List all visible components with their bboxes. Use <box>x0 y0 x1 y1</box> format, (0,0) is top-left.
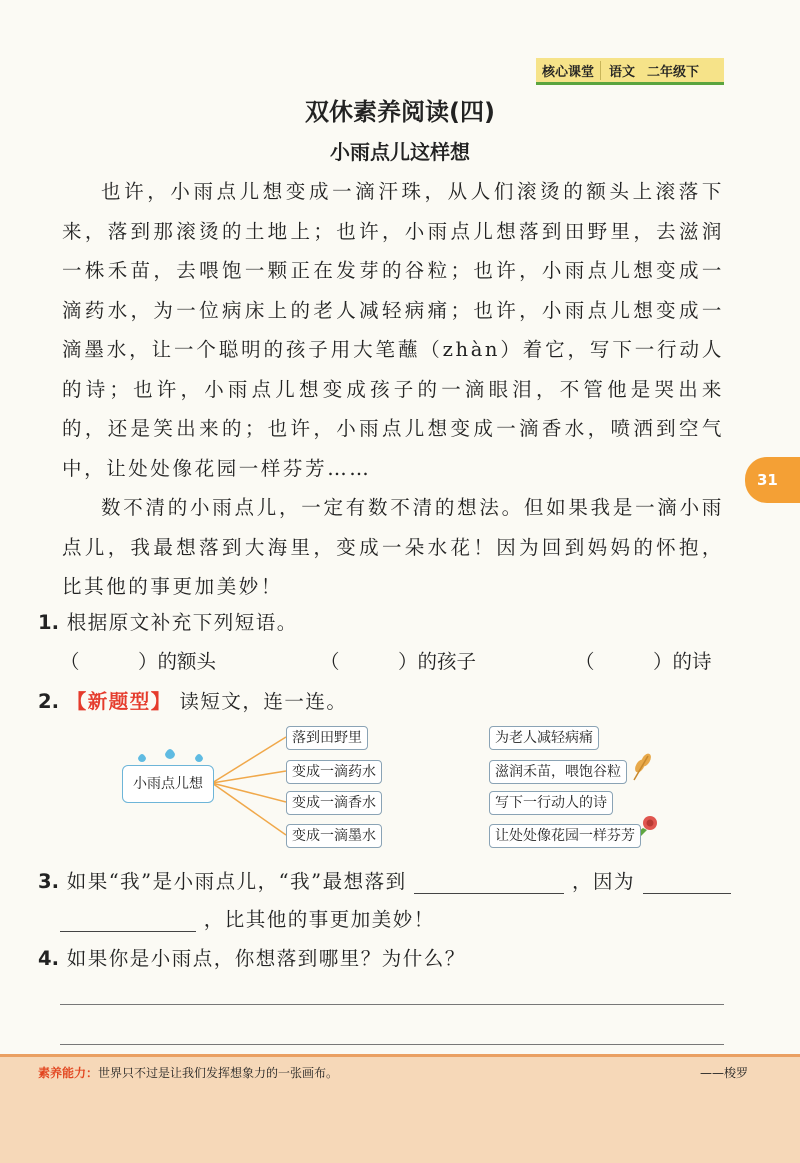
right-option-2[interactable]: 滋润禾苗，喂饱谷粒 <box>489 760 627 784</box>
footer-quote <box>38 1064 338 1081</box>
header-tag <box>536 58 724 85</box>
question-text-b: ，因为 <box>571 870 635 893</box>
question-text: 如果你是小雨点，你想落到哪里？为什么？ <box>66 947 466 970</box>
connector-line <box>212 783 286 802</box>
question-text-a: 如果“我”是小雨点儿，“我”最想落到 <box>66 870 407 893</box>
answer-line[interactable] <box>60 1004 724 1005</box>
grade-label: 二年级下 <box>647 64 700 80</box>
answer-blank-place[interactable] <box>414 871 564 894</box>
question-3 <box>38 866 731 894</box>
left-option-2[interactable]: 变成一滴药水 <box>286 760 382 784</box>
question-number: 2. <box>38 690 59 713</box>
center-box: 小雨点儿想 <box>122 765 214 803</box>
question-number: 4. <box>38 947 59 970</box>
connector-line <box>212 783 286 835</box>
question-3-line-2 <box>60 904 435 932</box>
footer-divider <box>0 1054 800 1057</box>
series-label: 核心课堂 <box>536 61 601 80</box>
answer-line[interactable] <box>60 1044 724 1045</box>
answer-blank-reason-1[interactable] <box>643 871 731 894</box>
story-title: 小雨点儿这样想 <box>330 140 470 164</box>
passage <box>62 172 724 607</box>
blank-phrase-forehead[interactable]: （ ）的额头 <box>60 650 217 673</box>
right-option-3[interactable]: 写下一行动人的诗 <box>489 791 613 815</box>
page-title: 双休素养阅读(四) <box>305 98 495 126</box>
new-type-badge: 【新题型】 <box>66 690 172 713</box>
question-number: 1. <box>38 611 59 634</box>
question-text: 根据原文补充下列短语。 <box>66 611 298 634</box>
rose-icon <box>639 816 657 836</box>
right-option-1[interactable]: 为老人减轻病痛 <box>489 726 599 750</box>
left-option-1[interactable]: 落到田野里 <box>286 726 368 750</box>
right-option-4[interactable]: 让处处像花园一样芬芳 <box>489 824 641 848</box>
question-1 <box>38 607 298 635</box>
left-option-4[interactable]: 变成一滴墨水 <box>286 824 382 848</box>
question-2 <box>38 686 347 714</box>
raindrop-decoration <box>138 749 203 762</box>
answer-blank-reason-2[interactable] <box>60 909 196 932</box>
question-4 <box>38 943 466 971</box>
quote-text: 世界只不过是让我们发挥想象力的一张画布。 <box>98 1066 339 1080</box>
blank-phrase-child[interactable]: （ ）的孩子 <box>320 650 477 673</box>
question-text-c: ，比其他的事更加美妙！ <box>203 908 435 931</box>
blank-phrase-poem[interactable]: （ ）的诗 <box>575 650 712 673</box>
question-number: 3. <box>38 870 59 893</box>
connector-line <box>212 771 286 783</box>
footer-label: 素养能力： <box>38 1066 99 1080</box>
subject-label: 语文 <box>609 64 636 80</box>
page-number-tab: 31 <box>745 457 800 503</box>
left-option-3[interactable]: 变成一滴香水 <box>286 791 382 815</box>
quote-author: ——梭罗 <box>699 1066 748 1080</box>
question-text: 读短文，连一连。 <box>179 690 348 713</box>
passage-paragraph-2: 数不清的小雨点儿，一定有数不清的想法。但如果我是一滴小雨点儿，我最想落到大海里，变成一朵水花！因为回到妈妈的怀抱，比其他的事更加美妙！ <box>62 496 724 598</box>
passage-paragraph-1: 也许，小雨点儿想变成一滴汗珠，从人们滚烫的额头上滚落下来，落到那滚烫的土地上；也许，小雨点儿想落到田野里，去滋润一株禾苗，去喂饱一颗正在发芽的谷粒；也许，小雨点儿想变成一滴药水，为一位病床上的老人减轻病痛；也许，小雨点儿想变成一滴墨水，让一个聪明的孩子用大笔蘸（zhàn）着它，写下一行动人的诗；也许，小雨点儿想变成孩子的一滴眼泪，不管他是哭出来的，还是笑出来的；也许，小雨点儿想变成一滴香水，喷洒到空气中，让处处像花园一样芬芳…… <box>62 180 724 480</box>
connector-line <box>212 737 286 783</box>
wheat-icon <box>633 752 653 780</box>
